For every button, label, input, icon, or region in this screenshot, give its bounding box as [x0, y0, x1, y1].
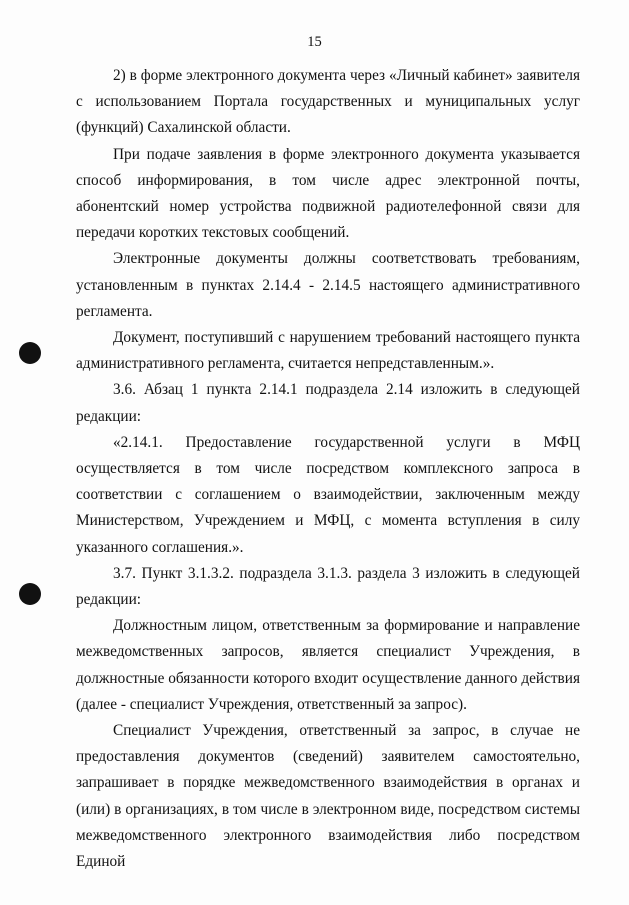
paragraph-responsible-official: Должностным лицом, ответственным за формирование и направление межведомственных запросов, является специалист Учреждения, в должностные обязанности которого входит осуществление данного действия (далее - специалист Учреждения, ответственный за запрос). — [76, 617, 580, 713]
paragraph-amendment-3-7: 3.7. Пункт 3.1.3.2. подраздела 3.1.3. раздела 3 изложить в следующей редакции: — [76, 564, 580, 609]
page-number: 15 — [307, 34, 322, 50]
paragraph-interagency-request: Специалист Учреждения, ответственный за запрос, в случае не предоставления документов (сведений) заявителем самостоятельно, запрашивает в порядке межведомственного взаимодействия в органах и (или) в организациях, в том числе в электронном виде, посредством системы межведомственного электронного взаимодействия либо посредством Единой — [76, 722, 580, 871]
paragraph-electronic-documents-requirements: Электронные документы должны соответствовать требованиям, установленным в пунктах 2.14.4 - 2.14.5 настоящего административного регламента. — [76, 250, 580, 320]
paragraph-item-2-14-1: «2.14.1. Предоставление государственной услуги в МФЦ осуществляется в том числе посредством комплексного запроса в соответствии с соглашением о взаимодействии, заключенным между Министерством, Учреждением и МФЦ, с момента вступления в силу указанного соглашения.». — [76, 433, 580, 556]
paragraph-document-not-submitted: Документ, поступивший с нарушением требований настоящего пункта административного регламента, считается непредставленным.». — [76, 329, 580, 373]
document-body — [76, 63, 580, 875]
paragraph-electronic-submission: 2) в форме электронного документа через «Личный кабинет» заявителя с использованием Портала государственных и муниципальных услуг (функций) Сахалинской области. — [76, 67, 580, 137]
punch-hole-mark — [19, 583, 41, 605]
paragraph-amendment-3-6: 3.6. Абзац 1 пункта 2.14.1 подраздела 2.14 изложить в следующей редакции: — [76, 381, 580, 425]
paragraph-notification-method: При подаче заявления в форме электронного документа указывается способ информирования, в том числе адрес электронной почты, абонентский номер устройства подвижной радиотелефонной связи для передачи коротких текстовых сообщений. — [76, 145, 580, 242]
punch-hole-mark — [19, 342, 41, 364]
